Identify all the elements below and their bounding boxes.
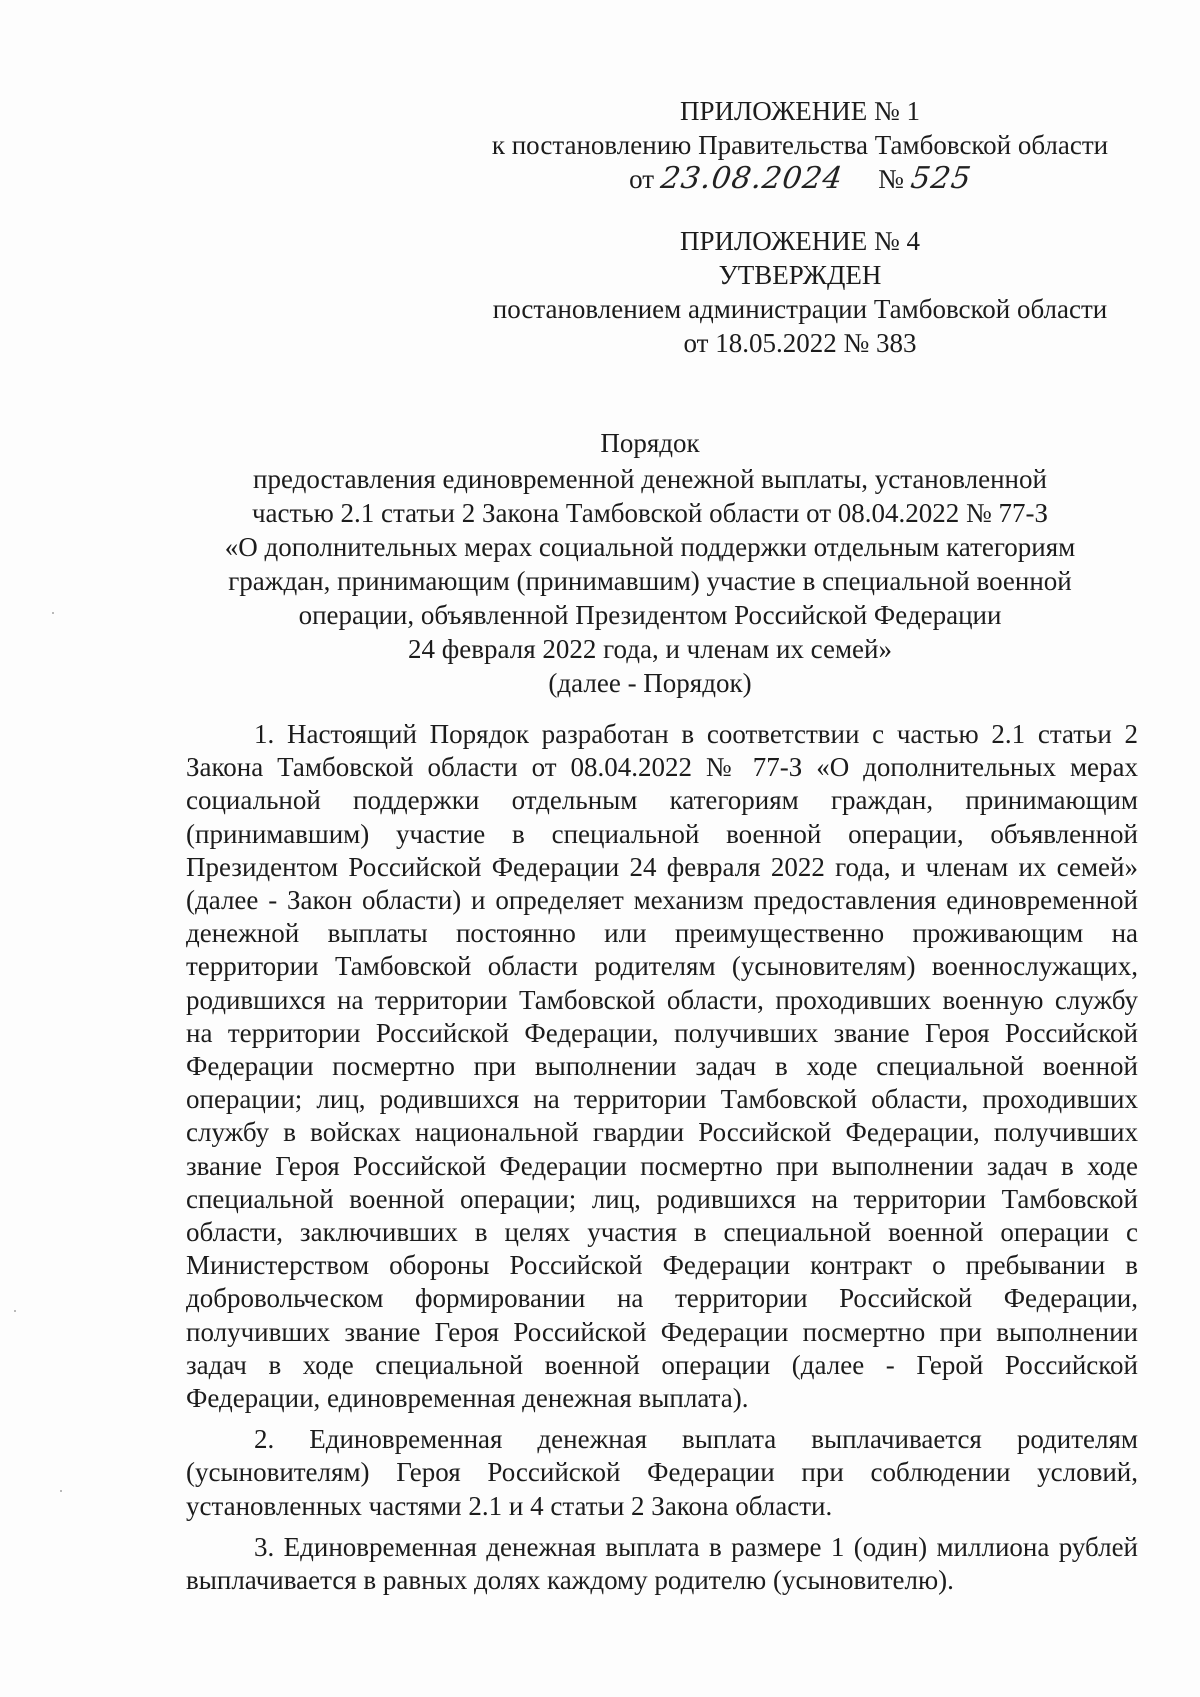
handwritten-date: 23.08.2024 bbox=[658, 161, 846, 196]
title-line: 24 февраля 2022 года, и членам их семей» bbox=[408, 634, 892, 664]
attachment-4-date: от 18.05.2022 № 383 bbox=[683, 328, 917, 358]
approved-label: УТВЕРЖДЕН bbox=[718, 260, 882, 290]
scan-speck bbox=[52, 612, 54, 614]
attachment-1-header bbox=[470, 94, 1130, 196]
attachment-1-reference: к постановлению Правительства Тамбовской области bbox=[491, 130, 1109, 160]
scan-speck bbox=[14, 1310, 16, 1312]
paragraph-3: 3. Единовременная денежная выплата в размере 1 (один) миллиона рублей выплачивается в равных долях каждому родителю (усыновителю). bbox=[186, 1531, 1138, 1596]
title-line: предоставления единовременной денежной выплаты, установленной bbox=[253, 464, 1047, 494]
title-line: граждан, принимающим (принимавшим) участие в специальной военной bbox=[228, 566, 1072, 596]
number-sign: № bbox=[878, 164, 904, 194]
handwritten-number: 525 bbox=[908, 161, 974, 196]
document-body bbox=[186, 718, 1138, 1605]
title-line: частью 2.1 статьи 2 Закона Тамбовской области от 08.04.2022 № 77-З bbox=[251, 498, 1049, 528]
title-line: операции, объявленной Президентом Российской Федерации bbox=[298, 600, 1002, 630]
attachment-4-header bbox=[470, 224, 1130, 360]
document-title bbox=[200, 426, 1100, 700]
paragraph-2: 2. Единовременная денежная выплата выплачивается родителям (усыновителям) Героя Российской Федерации при соблюдении условий, установленных частями 2.1 и 4 статьи 2 Закона области. bbox=[186, 1424, 1138, 1521]
title-heading: Порядок bbox=[600, 428, 700, 458]
attachment-4-reference: постановлением администрации Тамбовской области bbox=[492, 294, 1108, 324]
attachment-4-title: ПРИЛОЖЕНИЕ № 4 bbox=[679, 226, 921, 256]
scan-speck bbox=[60, 1490, 62, 1492]
paragraph-1: 1. Настоящий Порядок разработан в соответствии с частью 2.1 статьи 2 Закона Тамбовской области от 08.04.2022 № 77-З «О дополнительных мерах социальной поддержки отдельным категориям граждан, принимающим (принимавшим) участие в специальной военной операции, объявленной Президентом Российской Федерации 24 февраля 2022 года, и членам их семей» (далее - Закон области) и определяет механизм предоставления единовременной денежной выплаты постоянно или преимущественно проживающим на территории Тамбовской области родителям (усыновителям) военнослужащих, родившихся на территории Тамбовской области, проходивших военную службу на территории Российской Федерации, получивших звание Героя Российской Федерации посмертно при выполнении задач в ходе специальной военной операции; лиц, родившихся на территории Тамбовской области, проходивших службу в войсках национальной гвардии Российской Федерации, получивших звание Героя Российской Федерации посмертно при выполнении задач в ходе специальной военной операции; лиц, родившихся на территории Тамбовской области, заключивших в целях участия в специальной военной операции с Министерством обороны Российской Федерации контракт о пребывании в добровольческом формировании на территории Российской Федерации, получивших звание Героя Российской Федерации посмертно при выполнении задач в ходе специальной военной операции (далее - Герой Российской Федерации, единовременная денежная выплата). bbox=[186, 719, 1138, 1414]
date-prefix: от bbox=[629, 164, 655, 194]
title-line: (далее - Порядок) bbox=[548, 668, 752, 698]
attachment-1-title: ПРИЛОЖЕНИЕ № 1 bbox=[679, 96, 921, 126]
attachment-1-date-line bbox=[470, 162, 1130, 196]
title-line: «О дополнительных мерах социальной поддержки отдельным категориям bbox=[224, 532, 1076, 562]
